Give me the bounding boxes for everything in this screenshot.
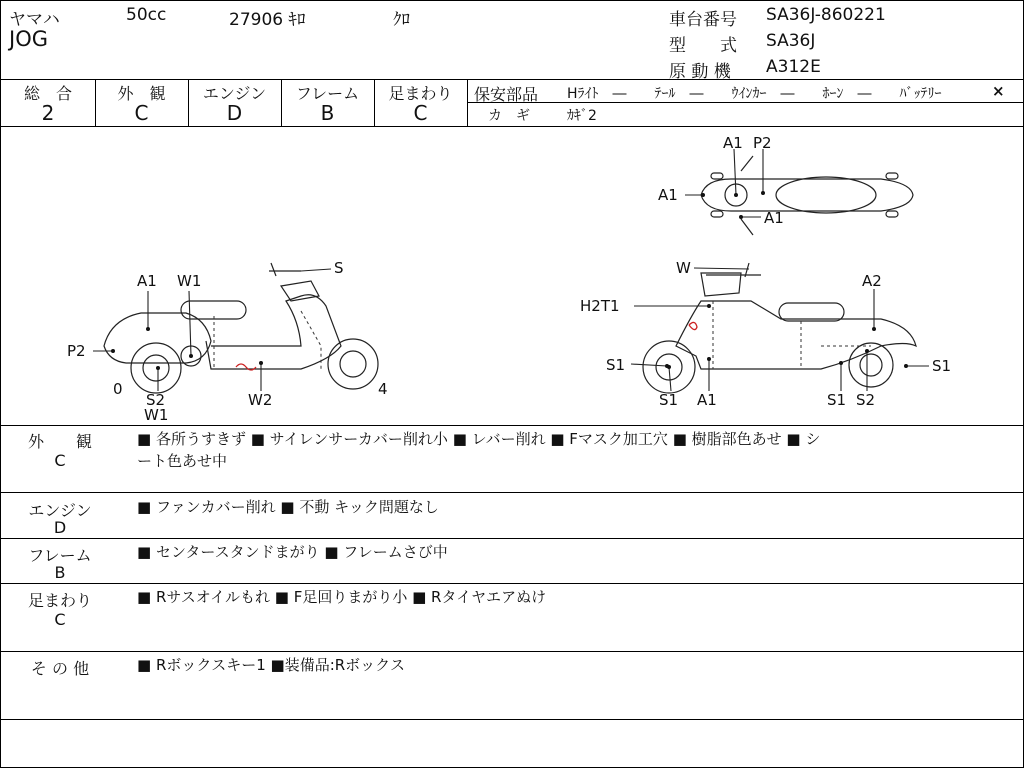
grade-exterior-value: C [134, 101, 149, 125]
engine-code: A312E [766, 57, 821, 77]
grade-exterior-label: 外 観 [117, 84, 166, 103]
model-name: JOG [9, 27, 48, 51]
label-w2: W2 [248, 391, 273, 409]
color: ｸﾛ [393, 10, 410, 30]
label-w1-bottom: W1 [144, 406, 169, 424]
safety-parts-title: 保安部品 [474, 85, 539, 104]
right-rear-wheel [849, 343, 893, 387]
divider [1, 583, 1023, 584]
grade-overall-value: 2 [41, 101, 55, 125]
label-top-p2: P2 [753, 134, 772, 152]
divider [1, 719, 1023, 720]
label-right-s1-right: S1 [932, 357, 952, 375]
remark-suspension-grade: C [54, 610, 66, 629]
frame-no: SA36J-860221 [766, 5, 886, 25]
remark-suspension-text: ■ Rサスオイルもれ ■ F足回りまがり小 ■ Rタイヤエアぬけ [137, 588, 547, 606]
grade-overall-label: 総 合 [23, 84, 72, 103]
divider [1, 425, 1023, 426]
displacement: 50cc [126, 5, 167, 25]
label-right-a1: A1 [697, 391, 717, 409]
remark-engine-grade: D [53, 518, 67, 537]
label-top-a1-bottom: A1 [764, 209, 784, 227]
key-value: ｶｷﾞ2 [567, 108, 597, 124]
right-headlight [701, 273, 741, 296]
label-p2: P2 [67, 342, 86, 360]
key-label: カ ギ [488, 108, 530, 124]
remark-frame-label: フレーム [28, 546, 92, 565]
remark-exterior-text: ■ 各所うすきず ■ サイレンサーカバー削れ小 ■ レバー削れ ■ Fマスク加工穴 ■ 樹脂部色あせ ■ シ [137, 430, 821, 448]
remark-engine-label: エンジン [28, 501, 92, 520]
right-side-view [580, 259, 951, 409]
label-s2: S2 [146, 391, 166, 409]
remark-engine-text: ■ ファンカバー削れ ■ 不動 キック問題なし [137, 498, 439, 516]
grade-frame-value: B [320, 101, 335, 125]
remark-exterior-label: 外 観 [27, 432, 92, 451]
divider [1, 492, 1023, 493]
label-a1: A1 [137, 272, 157, 290]
divider [1, 651, 1023, 652]
grade-frame-label: フレーム [295, 84, 360, 103]
label-four: 4 [378, 380, 388, 398]
grade-suspension-label: 足まわり [388, 84, 453, 103]
label-s: S [334, 259, 344, 277]
label-right-s1-b2: S1 [827, 391, 847, 409]
frame-no-label: 車台番号 [669, 10, 737, 30]
maker: ヤマハ [9, 10, 60, 30]
rear-wheel [328, 339, 378, 389]
remark-frame-grade: B [54, 563, 66, 582]
divider [1, 538, 1023, 539]
label-w1: W1 [177, 272, 202, 290]
grade-engine-label: エンジン [202, 84, 267, 103]
label-zero: 0 [113, 380, 123, 398]
label-top-a1: A1 [723, 134, 743, 152]
grade-engine-value: D [226, 101, 243, 125]
engine-label: 原 動 機 [669, 62, 731, 82]
remark-other-label: そ の 他 [30, 659, 90, 678]
divider [1, 79, 1023, 80]
remark-suspension-label: 足まわり [27, 591, 92, 610]
top-seat [776, 177, 876, 213]
label-right-w: W [676, 259, 691, 277]
remark-exterior-text-cont: ート色あせ中 [137, 452, 228, 470]
grade-suspension-value: C [413, 101, 428, 125]
remark-exterior-grade: C [54, 451, 66, 470]
battery-missing-mark: × [992, 82, 1005, 100]
mileage: 27906 ｷﾛ [229, 10, 306, 30]
headlight-cowl [281, 281, 319, 301]
top-view [658, 134, 913, 235]
label-right-s1-left: S1 [606, 356, 626, 374]
label-right-s2: S2 [856, 391, 876, 409]
right-seat [779, 303, 844, 321]
divider [467, 79, 468, 126]
left-side-view [67, 259, 388, 424]
damage-diagram [1, 127, 1023, 425]
label-right-a2: A2 [862, 272, 882, 290]
label-right-s1-b1: S1 [659, 391, 679, 409]
model-type: SA36J [766, 31, 816, 51]
model-type-label: 型 式 [669, 36, 737, 56]
right-damage-mark [689, 322, 697, 329]
remark-frame-text: ■ センタースタンドまがり ■ フレームさび中 [137, 543, 448, 561]
label-right-h2t1: H2T1 [580, 297, 620, 315]
remark-other-text: ■ Rボックスキー1 ■装備品:Rボックス [137, 656, 406, 674]
label-top-a1-left: A1 [658, 186, 678, 204]
safety-parts-list: Hﾗｲﾄ ― ﾃｰﾙ ― ｳｲﾝｶｰ ― ﾎｰﾝ ― ﾊﾞｯﾃﾘｰ [567, 86, 942, 102]
